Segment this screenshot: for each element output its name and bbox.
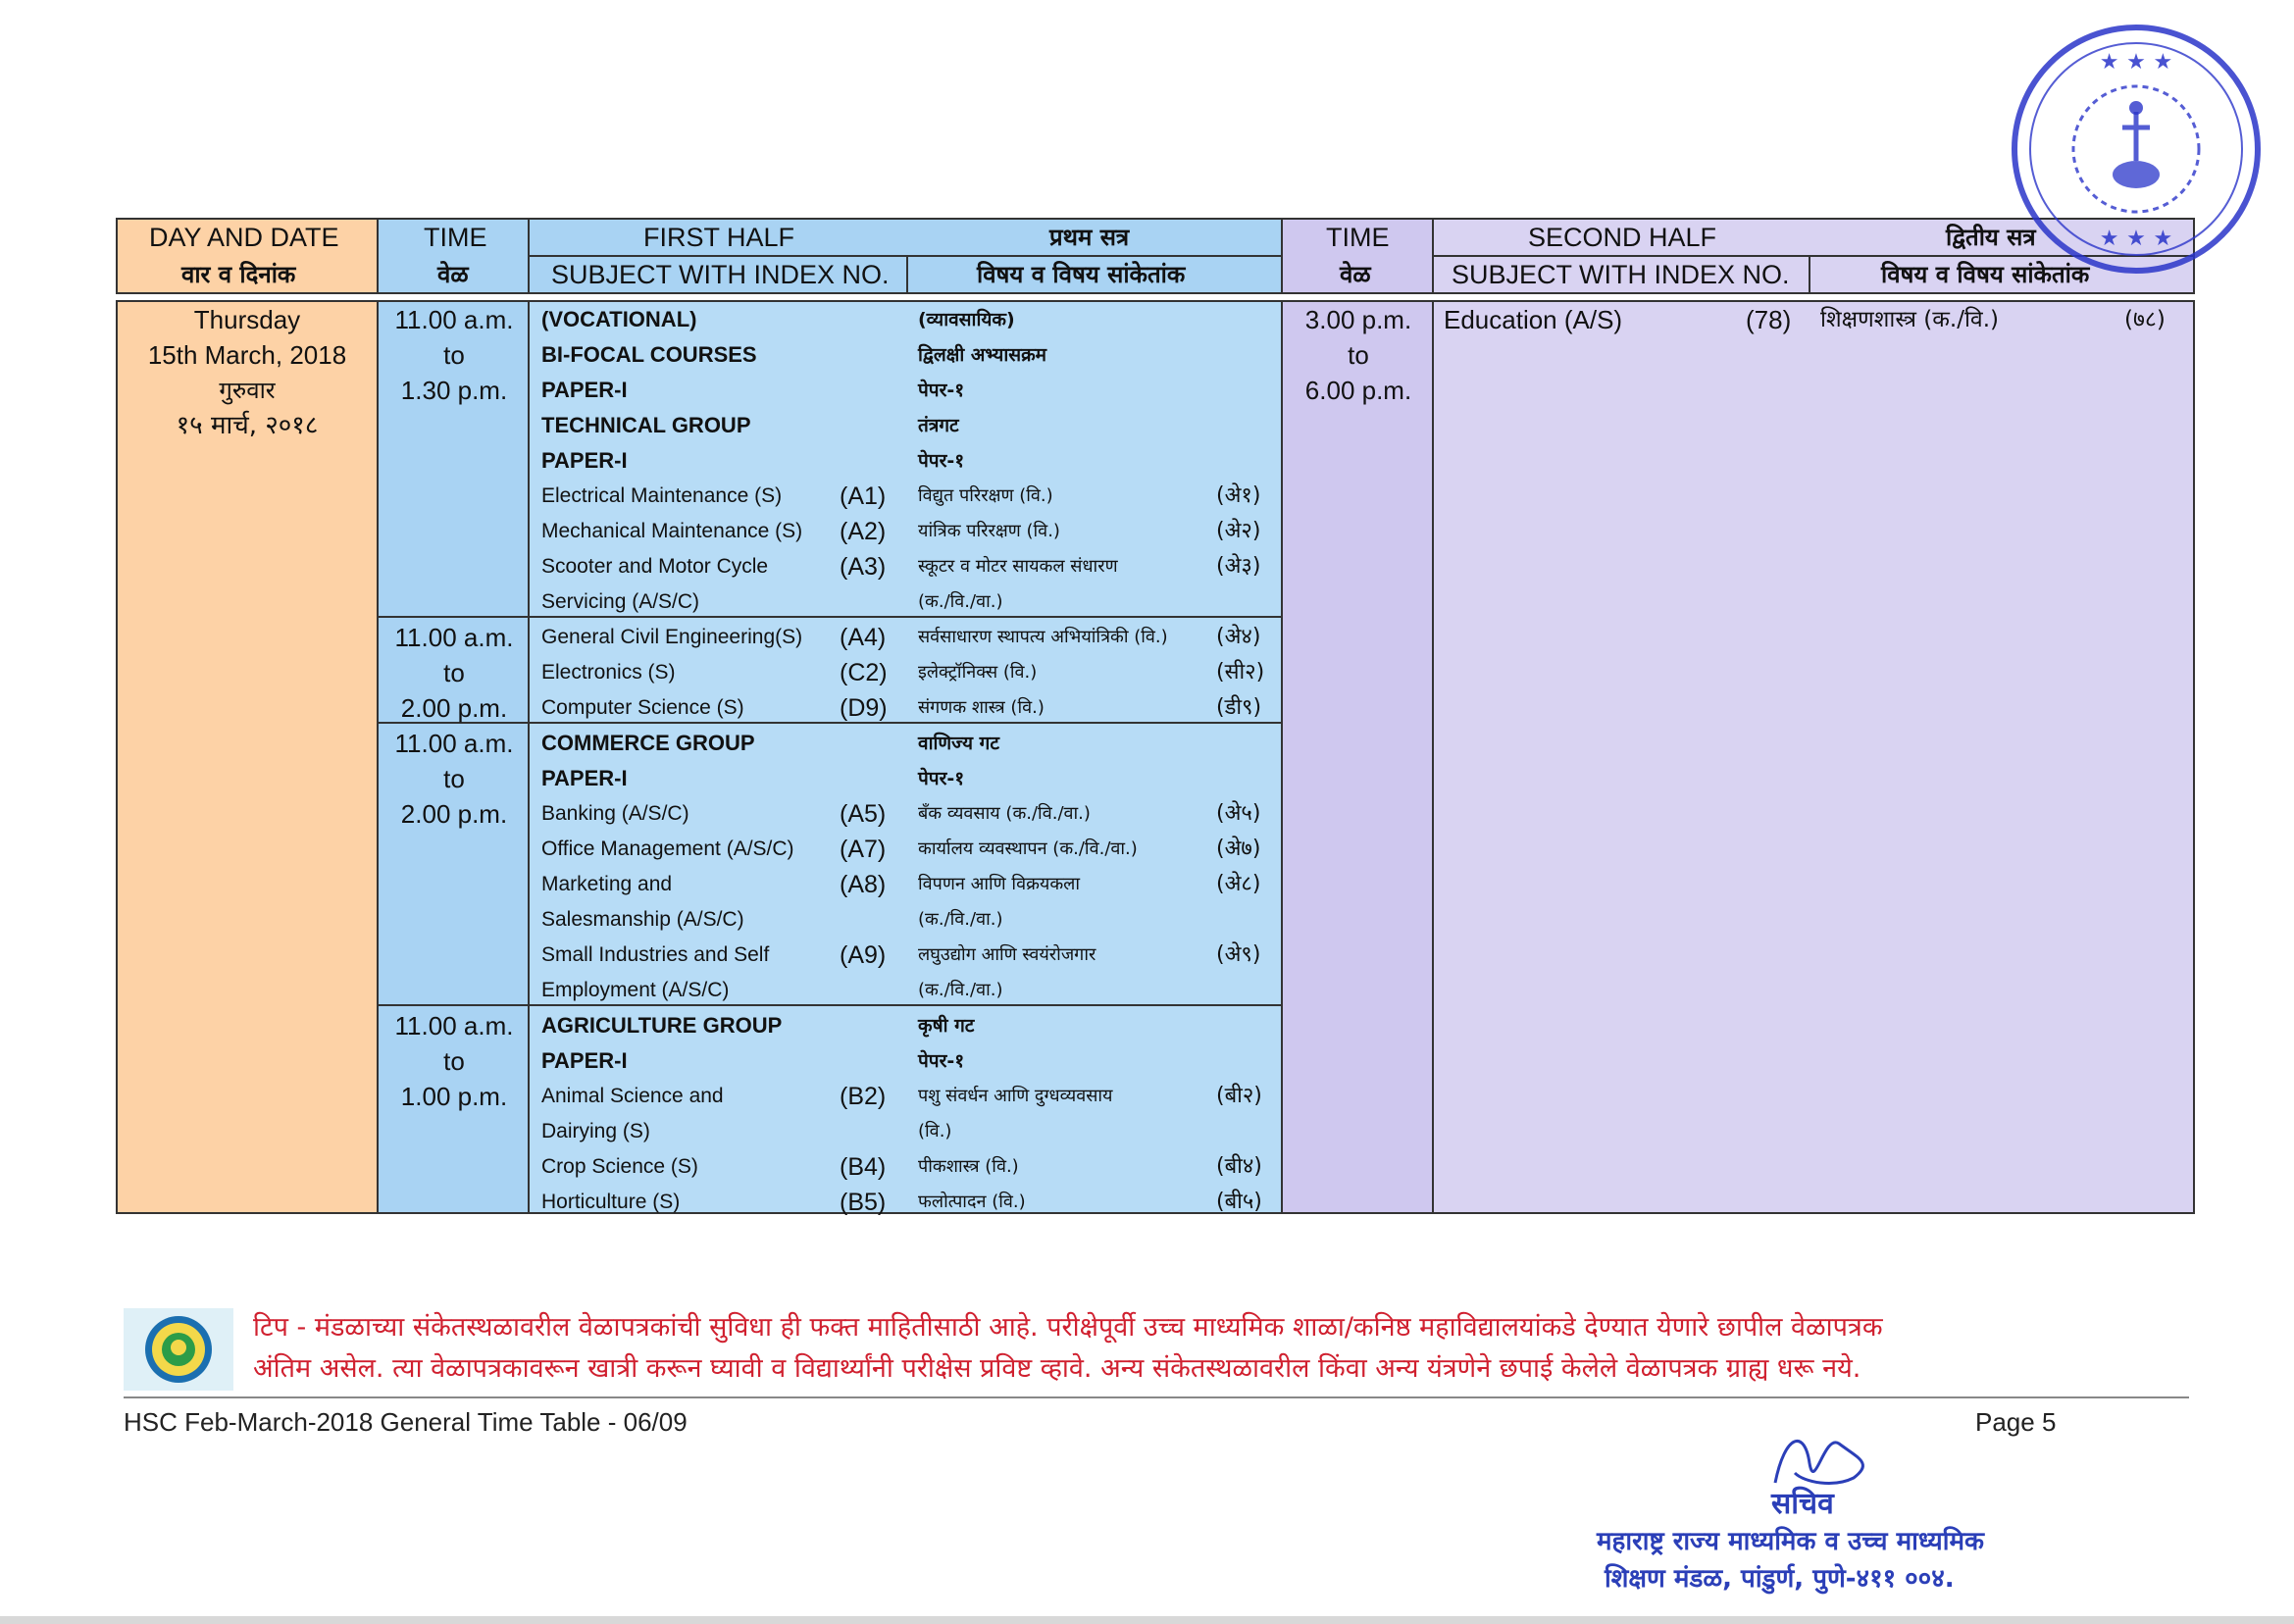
first-half-row-mr: (क./वि./वा.) [918, 909, 1003, 930]
first-half-row-mr: बँक व्यवसाय (क./वि./वा.) [918, 803, 1091, 824]
date-en: 15th March, 2018 [147, 340, 347, 370]
first-half-row-en: Employment (A/S/C) [541, 979, 730, 1001]
header-day-date-mr: वार व दिनांक [181, 261, 296, 288]
first-half-row-mr: तंत्रगट [918, 415, 959, 436]
time-block-2-to: to [443, 658, 465, 687]
first-half-row-en: COMMERCE GROUP [541, 731, 755, 755]
first-half-row-mcode: (अे८) [1216, 872, 1261, 896]
first-half-row-mr: (क./वि./वा.) [918, 980, 1003, 1000]
header-first-half-mr: प्रथम सत्र [1049, 224, 1130, 251]
time-block-1-until: 1.30 p.m. [400, 376, 508, 405]
first-half-row-en: Crop Science (S) [541, 1155, 698, 1178]
first-half-row-code: (A9) [840, 941, 887, 969]
first-half-row-mcode: (अे७) [1216, 837, 1261, 861]
first-half-row-code: (A3) [840, 553, 887, 581]
board-logo [124, 1308, 233, 1391]
first-half-row-en: Computer Science (S) [541, 696, 744, 719]
first-half-row-mcode: (अे३) [1216, 554, 1261, 579]
first-half-row-code: (B4) [840, 1153, 887, 1181]
date-mr: १५ मार्च, २०१८ [176, 411, 319, 440]
time-block-4-to: to [443, 1046, 465, 1076]
first-half-row-en: Animal Science and [541, 1085, 724, 1107]
first-half-row-mr: पशु संवर्धन आणि दुग्धव्यवसाय [918, 1086, 1113, 1106]
header-subject2-en: SUBJECT WITH INDEX NO. [1452, 260, 1790, 289]
time-block-4-until: 1.00 p.m. [400, 1082, 508, 1111]
first-half-row-mcode: (सी२) [1216, 660, 1265, 685]
second-subject-mr: शिक्षणशास्त्र (क./वि.) [1820, 307, 1999, 332]
svg-text:★ ★ ★: ★ ★ ★ [2099, 50, 2173, 75]
first-half-row-code: (A1) [840, 482, 887, 510]
first-half-row-en: Dairying (S) [541, 1120, 650, 1142]
first-half-row-code: (A8) [840, 871, 887, 898]
first-half-row-en: Small Industries and Self [541, 943, 770, 966]
first-half-row-mr: पीकशास्त्र (वि.) [918, 1156, 1019, 1177]
first-half-row-mcode: (अे९) [1216, 942, 1261, 967]
time-block-3-until: 2.00 p.m. [400, 799, 508, 829]
first-half-row-mr: लघुउद्योग आणि स्वयंरोजगार [918, 944, 1096, 965]
first-half-row-mr: वाणिज्य गट [918, 733, 999, 754]
first-half-row-mr: पेपर-१ [918, 768, 965, 789]
page-number: Page 5 [1975, 1407, 2057, 1437]
first-half-row-mr: विपणन आणि विक्रयकला [918, 874, 1081, 894]
first-half-row-code: (A7) [840, 836, 887, 863]
first-half-row-en: Marketing and [541, 873, 673, 895]
first-half-row-en: (VOCATIONAL) [541, 307, 697, 331]
first-half-row-mr: (व्यावसायिक) [918, 309, 1015, 330]
signature-scribble [1765, 1424, 1883, 1493]
first-half-row-mr: सर्वसाधारण स्थापत्य अभियांत्रिकी (वि.) [918, 627, 1168, 647]
first-half-row-mcode: (अे४) [1216, 625, 1261, 649]
weekday-mr: गुरुवार [219, 377, 276, 404]
first-half-row-en: Horticulture (S) [541, 1191, 681, 1213]
time-block-3-to: to [443, 764, 465, 793]
first-half-row-en: AGRICULTURE GROUP [541, 1013, 783, 1038]
first-half-row-mr: कार्यालय व्यवस्थापन (क./वि./वा.) [918, 838, 1138, 859]
header-second-half-en: SECOND HALF [1528, 223, 1717, 252]
first-half-row-mr: संगणक शास्त्र (वि.) [918, 697, 1045, 718]
block-separator [379, 616, 1283, 618]
time-block-4-from: 11.00 a.m. [394, 1011, 514, 1040]
time-block-1-to: to [443, 340, 465, 370]
first-half-row-mr: पेपर-१ [918, 380, 965, 401]
header-day-date-en: DAY AND DATE [149, 223, 339, 252]
first-half-row-en: BI-FOCAL COURSES [541, 342, 757, 367]
header-subject2-mr: विषय व विषय सांकेतांक [1881, 261, 2090, 288]
first-half-row-mr: कृषी गट [918, 1015, 975, 1037]
first-half-row-mcode: (डी९) [1216, 695, 1262, 720]
first-half-row-mcode: (बी४) [1216, 1154, 1262, 1179]
first-half-row-code: (A2) [840, 518, 887, 545]
first-half-row-mcode: (अे१) [1216, 483, 1261, 508]
first-half-row-mr: यांत्रिक परिरक्षण (वि.) [918, 521, 1060, 541]
weekday: Thursday [193, 305, 301, 334]
signature-line-2: शिक्षण मंडळ, पांडुर्ण, पुणे-४११ ००४. [1605, 1564, 1955, 1594]
signature-title: सचिव [1771, 1487, 1834, 1521]
header-time2-en: TIME [1326, 223, 1390, 252]
first-half-row-mr: पेपर-१ [918, 450, 965, 472]
first-half-row-mcode: (अे५) [1216, 801, 1261, 826]
header-divider [906, 255, 908, 294]
first-half-row-mr: द्विलक्षी अभ्यासक्रम [918, 344, 1047, 366]
header-subject-mr: विषय व विषय सांकेतांक [977, 261, 1186, 288]
block-separator [379, 1004, 1283, 1006]
second-time-to: to [1348, 340, 1369, 370]
board-seal [1989, 18, 2279, 282]
first-half-row-en: Electrical Maintenance (S) [541, 484, 783, 507]
signature-line-1: महाराष्ट्र राज्य माध्यमिक व उच्च माध्यमिक [1597, 1527, 1985, 1556]
first-half-row-mr: स्कूटर व मोटर सायकल संधारण [918, 556, 1118, 577]
first-half-row-en: PAPER-I [541, 378, 628, 402]
first-half-row-mcode: (बी५) [1216, 1190, 1262, 1214]
first-half-row-mr: पेपर-१ [918, 1050, 965, 1072]
first-half-row-mr: (वि.) [918, 1121, 952, 1142]
header-second-half-mr: द्वितीय सत्र [1946, 224, 2036, 251]
first-half-row-code: (B5) [840, 1189, 887, 1216]
first-half-row-en: Mechanical Maintenance (S) [541, 520, 803, 542]
first-half-row-en: PAPER-I [541, 1048, 628, 1073]
first-half-row-en: General Civil Engineering(S) [541, 626, 803, 648]
header-divider [1809, 255, 1810, 294]
first-half-row-code: (D9) [840, 694, 888, 722]
footer-rule [124, 1396, 2189, 1398]
note-line-1: टिप - मंडळाच्या संकेतस्थळावरील वेळापत्रकांची सुविधा ही फक्त माहितीसाठी आहे. परीक्षेपूर्वी उच्च माध्यमिक शाळा/कनिष्ठ महाविद्यालयांकडे देण्यात येणारे छापील वेळापत्रक [253, 1312, 1883, 1343]
time-block-2-until: 2.00 p.m. [400, 693, 508, 723]
header-time-en: TIME [424, 223, 487, 252]
svg-text:★ ★ ★: ★ ★ ★ [2099, 227, 2173, 251]
second-time-until: 6.00 p.m. [1304, 376, 1412, 405]
first-half-row-mr: इलेक्ट्रॉनिक्स (वि.) [918, 662, 1038, 683]
header-subject-en: SUBJECT WITH INDEX NO. [551, 260, 890, 289]
time-block-2-from: 11.00 a.m. [394, 623, 514, 652]
first-half-row-en: Office Management (A/S/C) [541, 837, 794, 860]
time-block-3-from: 11.00 a.m. [394, 729, 514, 758]
time-block-1-from: 11.00 a.m. [394, 305, 514, 334]
page-bottom-edge [0, 1616, 2294, 1624]
first-half-row-code: (B2) [840, 1083, 887, 1110]
first-half-row-en: Scooter and Motor Cycle [541, 555, 769, 578]
first-half-row-en: PAPER-I [541, 448, 628, 473]
first-half-row-en: Banking (A/S/C) [541, 802, 689, 825]
header-first-half-en: FIRST HALF [643, 223, 795, 252]
second-subject-mcode: (७८) [2124, 307, 2166, 332]
first-half-row-code: (A5) [840, 800, 887, 828]
first-half-row-mr: विद्युत परिरक्षण (वि.) [918, 485, 1053, 506]
time2-column [1283, 300, 1434, 1214]
note-line-2: अंतिम असेल. त्या वेळापत्रकावरून खात्री करून घ्यावी व विद्यार्थ्यांनी परीक्षेस प्रविष्ट व्हावे. अन्य संकेतस्थळावरील किंवा अन्य यंत्रणेने छपाई केलेले वेळापत्रक ग्राह्य धरू नये. [253, 1353, 1861, 1384]
first-half-row-mcode: (बी२) [1216, 1084, 1262, 1108]
first-half-row-mr: (क./वि./वा.) [918, 591, 1003, 612]
first-half-row-en: Electronics (S) [541, 661, 676, 684]
second-subject-en: Education (A/S) [1444, 305, 1623, 334]
second-time-from: 3.00 p.m. [1304, 305, 1412, 334]
footer-title: HSC Feb-March-2018 General Time Table - 06/09 [124, 1407, 688, 1437]
first-half-row-code: (A4) [840, 624, 887, 651]
second-half-column [1434, 300, 2195, 1214]
first-half-row-en: PAPER-I [541, 766, 628, 790]
first-half-row-mcode: (अे२) [1216, 519, 1261, 543]
first-half-row-en: Servicing (A/S/C) [541, 590, 700, 613]
second-subject-code: (78) [1746, 305, 1792, 334]
first-half-row-en: Salesmanship (A/S/C) [541, 908, 744, 931]
first-half-row-code: (C2) [840, 659, 888, 686]
header-time-mr: वेळ [437, 261, 469, 288]
first-half-row-mr: फलोत्पादन (वि.) [918, 1192, 1026, 1212]
header-time2-mr: वेळ [1340, 261, 1371, 288]
first-half-row-en: TECHNICAL GROUP [541, 413, 751, 437]
